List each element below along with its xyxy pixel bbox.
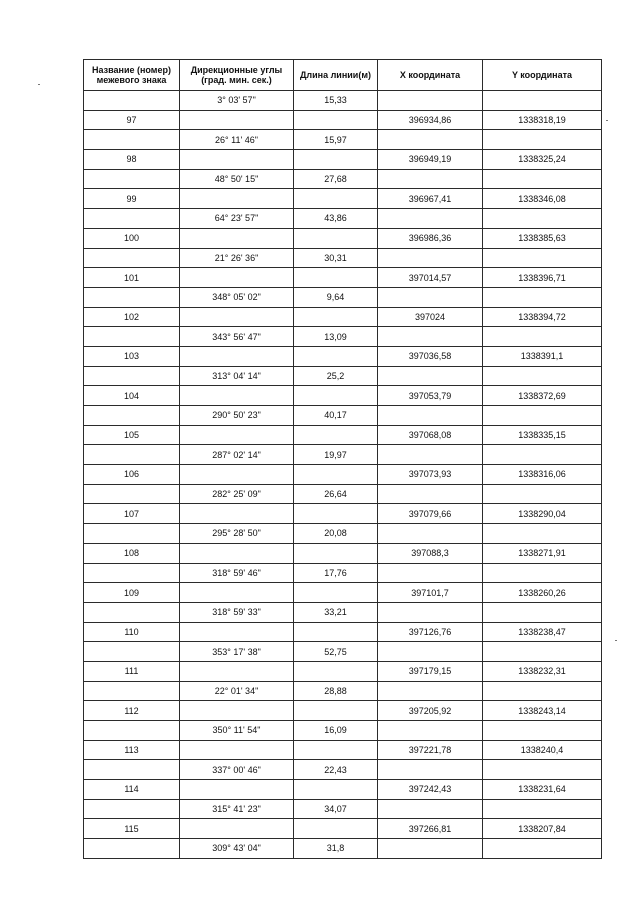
- line-length-cell: 26,64: [294, 484, 378, 504]
- header-y-coordinate: Y координата: [483, 60, 602, 91]
- point-name-cell-empty: [84, 209, 180, 229]
- segment-row: [84, 642, 602, 662]
- direction-angle-cell: 343° 56' 47": [180, 327, 294, 347]
- line-length-cell: 9,64: [294, 287, 378, 307]
- point-row: [84, 189, 602, 209]
- point-name-cell-empty: [84, 563, 180, 583]
- segment-row: [84, 681, 602, 701]
- point-name-cell: 102: [84, 307, 180, 327]
- x-coordinate-cell-empty: [378, 366, 483, 386]
- point-name-cell-empty: [84, 721, 180, 741]
- y-coordinate-cell: 1338232,31: [483, 661, 602, 681]
- y-coordinate-cell: 1338391,1: [483, 346, 602, 366]
- y-coordinate-cell: 1338240,4: [483, 740, 602, 760]
- direction-angle-cell-empty: [180, 346, 294, 366]
- y-coordinate-cell-empty: [483, 445, 602, 465]
- x-coordinate-cell: 397068,08: [378, 425, 483, 445]
- point-name-cell: 112: [84, 701, 180, 721]
- point-name-cell: 114: [84, 780, 180, 800]
- point-name-cell-empty: [84, 681, 180, 701]
- line-length-cell: 33,21: [294, 602, 378, 622]
- point-name-cell: 113: [84, 740, 180, 760]
- direction-angle-cell-empty: [180, 780, 294, 800]
- x-coordinate-cell: 396934,86: [378, 110, 483, 130]
- segment-row: [84, 445, 602, 465]
- y-coordinate-cell-empty: [483, 287, 602, 307]
- point-name-cell-empty: [84, 760, 180, 780]
- segment-row: [84, 760, 602, 780]
- direction-angle-cell: 318° 59' 46": [180, 563, 294, 583]
- direction-angle-cell: 348° 05' 02": [180, 287, 294, 307]
- direction-angle-cell: 337° 00' 46": [180, 760, 294, 780]
- header-direction-angle: Дирекционные углы (град. мин. сек.): [180, 60, 294, 91]
- x-coordinate-cell: 397205,92: [378, 701, 483, 721]
- line-length-cell: 13,09: [294, 327, 378, 347]
- direction-angle-cell: 287° 02' 14": [180, 445, 294, 465]
- point-name-cell: 105: [84, 425, 180, 445]
- direction-angle-cell-empty: [180, 622, 294, 642]
- segment-row: [84, 130, 602, 150]
- direction-angle-cell: 21° 26' 36": [180, 248, 294, 268]
- point-row: [84, 583, 602, 603]
- point-name-cell: 107: [84, 504, 180, 524]
- y-coordinate-cell: 1338238,47: [483, 622, 602, 642]
- segment-row: [84, 91, 602, 111]
- line-length-cell-empty: [294, 425, 378, 445]
- point-row: [84, 425, 602, 445]
- point-name-cell-empty: [84, 524, 180, 544]
- direction-angle-cell: 318° 59' 33": [180, 602, 294, 622]
- point-row: [84, 150, 602, 170]
- point-row: [84, 819, 602, 839]
- line-length-cell-empty: [294, 740, 378, 760]
- point-name-cell: 106: [84, 465, 180, 485]
- line-length-cell-empty: [294, 465, 378, 485]
- direction-angle-cell: 22° 01' 34": [180, 681, 294, 701]
- direction-angle-cell-empty: [180, 661, 294, 681]
- y-coordinate-cell-empty: [483, 406, 602, 426]
- segment-row: [84, 524, 602, 544]
- point-row: [84, 661, 602, 681]
- segment-row: [84, 366, 602, 386]
- line-length-cell: 16,09: [294, 721, 378, 741]
- y-coordinate-cell-empty: [483, 91, 602, 111]
- line-length-cell: 31,8: [294, 839, 378, 859]
- direction-angle-cell: 48° 50' 15": [180, 169, 294, 189]
- point-name-cell-empty: [84, 602, 180, 622]
- y-coordinate-cell-empty: [483, 839, 602, 859]
- x-coordinate-cell-empty: [378, 445, 483, 465]
- x-coordinate-cell-empty: [378, 563, 483, 583]
- point-row: [84, 110, 602, 130]
- y-coordinate-cell-empty: [483, 327, 602, 347]
- y-coordinate-cell: 1338243,14: [483, 701, 602, 721]
- line-length-cell: 22,43: [294, 760, 378, 780]
- point-name-cell-empty: [84, 484, 180, 504]
- direction-angle-cell-empty: [180, 740, 294, 760]
- y-coordinate-cell: 1338396,71: [483, 268, 602, 288]
- point-row: [84, 504, 602, 524]
- line-length-cell: 15,97: [294, 130, 378, 150]
- table-body: [84, 91, 602, 859]
- y-coordinate-cell-empty: [483, 721, 602, 741]
- x-coordinate-cell-empty: [378, 327, 483, 347]
- line-length-cell-empty: [294, 819, 378, 839]
- x-coordinate-cell: 397073,93: [378, 465, 483, 485]
- direction-angle-cell-empty: [180, 465, 294, 485]
- y-coordinate-cell-empty: [483, 248, 602, 268]
- segment-row: [84, 799, 602, 819]
- point-name-cell-empty: [84, 327, 180, 347]
- line-length-cell-empty: [294, 504, 378, 524]
- x-coordinate-cell-empty: [378, 287, 483, 307]
- y-coordinate-cell-empty: [483, 681, 602, 701]
- y-coordinate-cell-empty: [483, 602, 602, 622]
- header-x-coordinate: X координата: [378, 60, 483, 91]
- point-row: [84, 543, 602, 563]
- point-name-cell-empty: [84, 248, 180, 268]
- point-name-cell-empty: [84, 839, 180, 859]
- line-length-cell-empty: [294, 150, 378, 170]
- x-coordinate-cell: 397179,15: [378, 661, 483, 681]
- point-row: [84, 268, 602, 288]
- x-coordinate-cell: 397024: [378, 307, 483, 327]
- x-coordinate-cell: 396949,19: [378, 150, 483, 170]
- y-coordinate-cell: 1338207,84: [483, 819, 602, 839]
- line-length-cell: 20,08: [294, 524, 378, 544]
- direction-angle-cell: 353° 17' 38": [180, 642, 294, 662]
- point-name-cell: 100: [84, 228, 180, 248]
- point-name-cell-empty: [84, 169, 180, 189]
- line-length-cell-empty: [294, 346, 378, 366]
- direction-angle-cell-empty: [180, 307, 294, 327]
- y-coordinate-cell: 1338231,64: [483, 780, 602, 800]
- direction-angle-cell: 64° 23' 57": [180, 209, 294, 229]
- point-row: [84, 228, 602, 248]
- y-coordinate-cell: 1338394,72: [483, 307, 602, 327]
- segment-row: [84, 248, 602, 268]
- x-coordinate-cell-empty: [378, 721, 483, 741]
- direction-angle-cell: 350° 11' 54": [180, 721, 294, 741]
- x-coordinate-cell-empty: [378, 760, 483, 780]
- x-coordinate-cell: 397088,3: [378, 543, 483, 563]
- point-name-cell-empty: [84, 91, 180, 111]
- point-name-cell-empty: [84, 445, 180, 465]
- direction-angle-cell: 3° 03' 57": [180, 91, 294, 111]
- segment-row: [84, 169, 602, 189]
- point-name-cell: 98: [84, 150, 180, 170]
- direction-angle-cell: 313° 04' 14": [180, 366, 294, 386]
- y-coordinate-cell: 1338260,26: [483, 583, 602, 603]
- x-coordinate-cell: 397266,81: [378, 819, 483, 839]
- x-coordinate-cell: 397014,57: [378, 268, 483, 288]
- x-coordinate-cell-empty: [378, 248, 483, 268]
- y-coordinate-cell: 1338318,19: [483, 110, 602, 130]
- point-name-cell-empty: [84, 406, 180, 426]
- line-length-cell: 34,07: [294, 799, 378, 819]
- x-coordinate-cell-empty: [378, 602, 483, 622]
- y-coordinate-cell-empty: [483, 760, 602, 780]
- direction-angle-cell: 295° 28' 50": [180, 524, 294, 544]
- line-length-cell: 28,88: [294, 681, 378, 701]
- point-name-cell: 103: [84, 346, 180, 366]
- point-row: [84, 780, 602, 800]
- scan-speck: [38, 84, 40, 85]
- line-length-cell: 17,76: [294, 563, 378, 583]
- direction-angle-cell-empty: [180, 583, 294, 603]
- x-coordinate-cell: 397053,79: [378, 386, 483, 406]
- x-coordinate-cell: 397079,66: [378, 504, 483, 524]
- point-name-cell: 111: [84, 661, 180, 681]
- direction-angle-cell-empty: [180, 228, 294, 248]
- direction-angle-cell-empty: [180, 110, 294, 130]
- y-coordinate-cell-empty: [483, 799, 602, 819]
- point-name-cell-empty: [84, 366, 180, 386]
- direction-angle-cell: 290° 50' 23": [180, 406, 294, 426]
- x-coordinate-cell: 396986,36: [378, 228, 483, 248]
- point-row: [84, 622, 602, 642]
- point-row: [84, 740, 602, 760]
- point-name-cell: 110: [84, 622, 180, 642]
- x-coordinate-cell-empty: [378, 642, 483, 662]
- line-length-cell: 43,86: [294, 209, 378, 229]
- y-coordinate-cell-empty: [483, 366, 602, 386]
- y-coordinate-cell-empty: [483, 130, 602, 150]
- y-coordinate-cell: 1338372,69: [483, 386, 602, 406]
- x-coordinate-cell-empty: [378, 130, 483, 150]
- coordinates-table: [83, 59, 602, 859]
- line-length-cell: 40,17: [294, 406, 378, 426]
- y-coordinate-cell: 1338325,24: [483, 150, 602, 170]
- line-length-cell-empty: [294, 583, 378, 603]
- line-length-cell-empty: [294, 268, 378, 288]
- line-length-cell: 19,97: [294, 445, 378, 465]
- point-name-cell-empty: [84, 287, 180, 307]
- x-coordinate-cell-empty: [378, 799, 483, 819]
- line-length-cell-empty: [294, 701, 378, 721]
- line-length-cell-empty: [294, 661, 378, 681]
- segment-row: [84, 327, 602, 347]
- y-coordinate-cell: 1338385,63: [483, 228, 602, 248]
- point-name-cell: 97: [84, 110, 180, 130]
- x-coordinate-cell-empty: [378, 91, 483, 111]
- direction-angle-cell-empty: [180, 543, 294, 563]
- segment-row: [84, 563, 602, 583]
- header-line-length: Длина линии(м): [294, 60, 378, 91]
- x-coordinate-cell: 397101,7: [378, 583, 483, 603]
- direction-angle-cell-empty: [180, 268, 294, 288]
- point-name-cell-empty: [84, 642, 180, 662]
- direction-angle-cell: 282° 25' 09": [180, 484, 294, 504]
- segment-row: [84, 721, 602, 741]
- x-coordinate-cell: 397221,78: [378, 740, 483, 760]
- direction-angle-cell: 309° 43' 04": [180, 839, 294, 859]
- line-length-cell: 30,31: [294, 248, 378, 268]
- y-coordinate-cell: 1338271,91: [483, 543, 602, 563]
- y-coordinate-cell: 1338335,15: [483, 425, 602, 445]
- x-coordinate-cell: 396967,41: [378, 189, 483, 209]
- y-coordinate-cell-empty: [483, 563, 602, 583]
- point-row: [84, 307, 602, 327]
- direction-angle-cell-empty: [180, 189, 294, 209]
- header-point-name: Название (номер) межевого знака: [84, 60, 180, 91]
- y-coordinate-cell: 1338316,06: [483, 465, 602, 485]
- y-coordinate-cell-empty: [483, 484, 602, 504]
- point-row: [84, 465, 602, 485]
- x-coordinate-cell-empty: [378, 169, 483, 189]
- line-length-cell-empty: [294, 307, 378, 327]
- point-name-cell: 101: [84, 268, 180, 288]
- point-name-cell: 109: [84, 583, 180, 603]
- line-length-cell: 15,33: [294, 91, 378, 111]
- line-length-cell-empty: [294, 110, 378, 130]
- line-length-cell-empty: [294, 189, 378, 209]
- point-name-cell: 108: [84, 543, 180, 563]
- y-coordinate-cell-empty: [483, 209, 602, 229]
- line-length-cell: 52,75: [294, 642, 378, 662]
- x-coordinate-cell-empty: [378, 209, 483, 229]
- line-length-cell-empty: [294, 386, 378, 406]
- point-row: [84, 386, 602, 406]
- line-length-cell: 27,68: [294, 169, 378, 189]
- x-coordinate-cell-empty: [378, 681, 483, 701]
- segment-row: [84, 602, 602, 622]
- x-coordinate-cell: 397126,76: [378, 622, 483, 642]
- direction-angle-cell-empty: [180, 701, 294, 721]
- table-header-row: [84, 60, 602, 91]
- direction-angle-cell-empty: [180, 504, 294, 524]
- line-length-cell-empty: [294, 780, 378, 800]
- line-length-cell: 25,2: [294, 366, 378, 386]
- segment-row: [84, 406, 602, 426]
- y-coordinate-cell-empty: [483, 524, 602, 544]
- line-length-cell-empty: [294, 228, 378, 248]
- point-name-cell-empty: [84, 130, 180, 150]
- scan-speck: [606, 120, 608, 121]
- segment-row: [84, 484, 602, 504]
- x-coordinate-cell: 397242,43: [378, 780, 483, 800]
- point-name-cell: 104: [84, 386, 180, 406]
- scan-speck: [615, 640, 617, 641]
- point-name-cell: 99: [84, 189, 180, 209]
- direction-angle-cell: 26° 11' 46": [180, 130, 294, 150]
- y-coordinate-cell: 1338290,04: [483, 504, 602, 524]
- point-name-cell: 115: [84, 819, 180, 839]
- direction-angle-cell: 315° 41' 23": [180, 799, 294, 819]
- direction-angle-cell-empty: [180, 425, 294, 445]
- direction-angle-cell-empty: [180, 386, 294, 406]
- point-row: [84, 346, 602, 366]
- y-coordinate-cell-empty: [483, 642, 602, 662]
- direction-angle-cell-empty: [180, 819, 294, 839]
- segment-row: [84, 839, 602, 859]
- x-coordinate-cell-empty: [378, 839, 483, 859]
- x-coordinate-cell-empty: [378, 406, 483, 426]
- direction-angle-cell-empty: [180, 150, 294, 170]
- line-length-cell-empty: [294, 622, 378, 642]
- segment-row: [84, 209, 602, 229]
- y-coordinate-cell-empty: [483, 169, 602, 189]
- x-coordinate-cell: 397036,58: [378, 346, 483, 366]
- point-name-cell-empty: [84, 799, 180, 819]
- segment-row: [84, 287, 602, 307]
- point-row: [84, 701, 602, 721]
- x-coordinate-cell-empty: [378, 524, 483, 544]
- line-length-cell-empty: [294, 543, 378, 563]
- y-coordinate-cell: 1338346,08: [483, 189, 602, 209]
- x-coordinate-cell-empty: [378, 484, 483, 504]
